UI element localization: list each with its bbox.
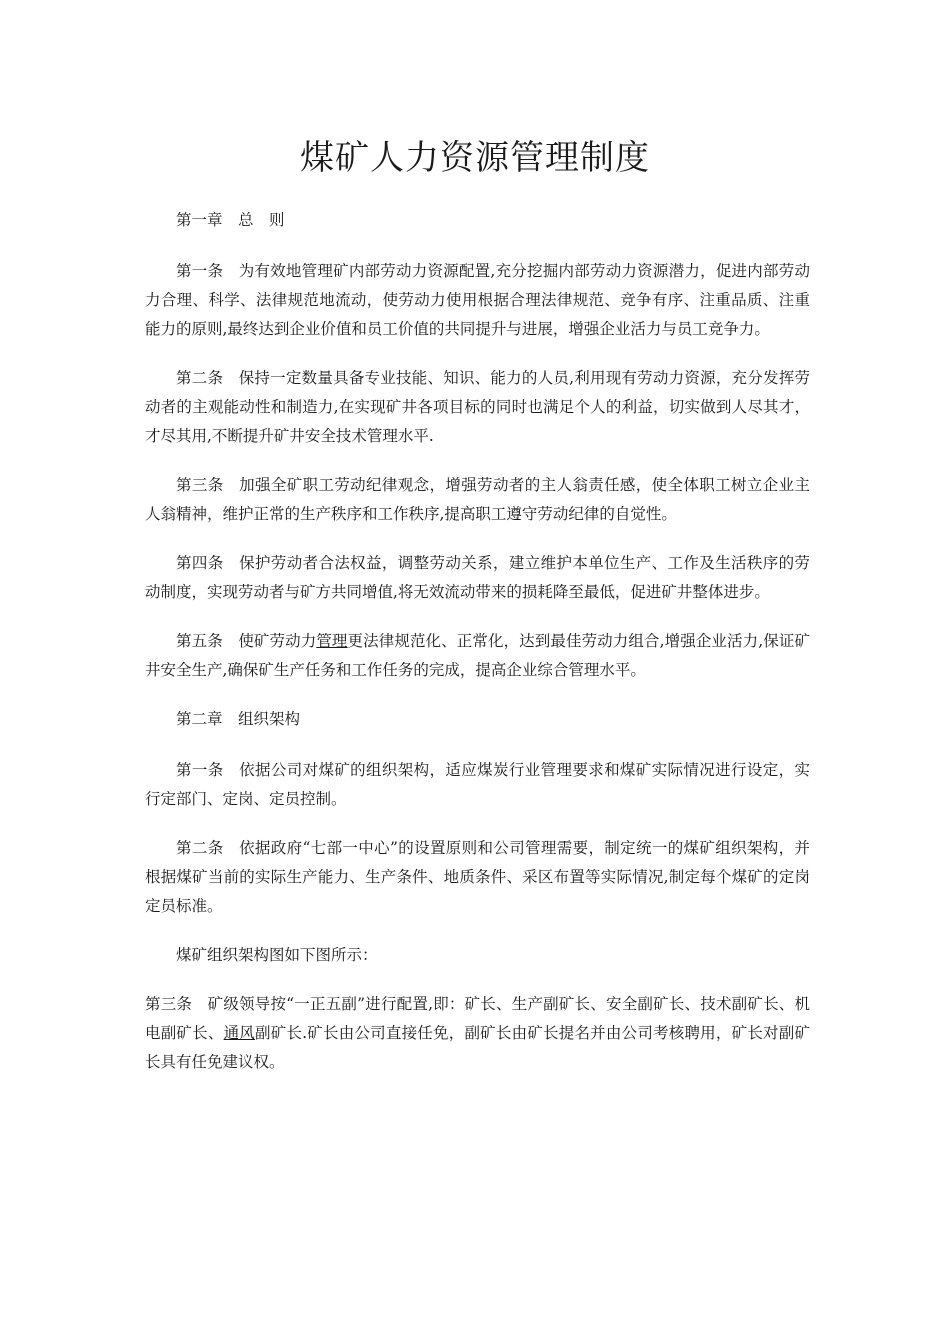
- article-label: 第三条: [145, 995, 193, 1013]
- chapter-1-heading: 第一章 总 则: [176, 211, 285, 229]
- article-text: 更法律规范化、正常化，达到最佳劳动力组合,增强企业活力,保证矿井安全生产,确保矿生产任务和工作任务的完成，提高企业综合管理水平。: [145, 632, 810, 679]
- article-label: 第五条: [176, 632, 223, 650]
- article-text: 为有效地管理矿内部劳动力资源配置,充分挖掘内部劳动力资源潜力，促进内部劳动力合理、科学、法律规范地流动，使劳动力使用根据合理法律规范、竞争有序、注重品质、注重能力的原则,最终达到企业价值和员工价值的共同提升与进展，增强企业活力与员工竞争力。: [145, 262, 810, 338]
- chapter-1-article-4: [145, 549, 810, 607]
- document-title: 煤矿人力资源管理制度: [300, 138, 650, 178]
- figure-caption: 煤矿组织架构图如下图所示：: [176, 946, 378, 964]
- article-label: 第一条: [176, 262, 224, 280]
- chapter-1-article-2: [145, 364, 810, 451]
- underlined-term: 通风: [223, 1024, 256, 1042]
- document-body: [145, 206, 810, 1097]
- chapter-2-heading: 第二章 组织架构: [176, 710, 301, 728]
- chapter-1-article-5: [145, 627, 810, 685]
- article-text: 依据政府“七部一中心”的设置原则和公司管理需要，制定统一的煤矿组织架构，并根据煤矿当前的实际生产能力、生产条件、地质条件、采区布置等实际情况,制定每个煤矿的定岗定员标准。: [145, 839, 810, 915]
- chapter-2-article-2: [145, 834, 810, 921]
- article-label: 第二条: [176, 369, 224, 387]
- article-label: 第一条: [176, 761, 224, 779]
- underlined-term: 管理: [316, 632, 348, 650]
- article-text: 保护劳动者合法权益，调整劳动关系，建立维护本单位生产、工作及生活秩序的劳动制度，实现劳动者与矿方共同增值,将无效流动带来的损耗降至最低，促进矿井整体进步。: [145, 554, 810, 601]
- article-label: 第三条: [176, 476, 224, 494]
- article-label: 第四条: [176, 554, 224, 572]
- chapter-2-article-1: [145, 756, 810, 814]
- chapter-1-article-3: [145, 471, 810, 529]
- article-text: 副矿长.矿长由公司直接任免，副矿长由矿长提名并由公司考核聘用，矿长对副矿长具有任免建议权。: [145, 1024, 810, 1071]
- chapter-1-article-1: [145, 257, 810, 344]
- article-text: 矿级领导按“一正五副”进行配置,即：矿长、生产副矿长、安全副矿长、技术副矿长、机电副矿长、: [145, 995, 810, 1042]
- article-text: 依据公司对煤矿的组织架构，适应煤炭行业管理要求和煤矿实际情况进行设定，实行定部门、定岗、定员控制。: [145, 761, 810, 808]
- article-text: 加强全矿职工劳动纪律观念，增强劳动者的主人翁责任感，使全体职工树立企业主人翁精神，维护正常的生产秩序和工作秩序,提高职工遵守劳动纪律的自觉性。: [145, 476, 810, 523]
- article-text: 保持一定数量具备专业技能、知识、能力的人员,利用现有劳动力资源，充分发挥劳动者的主观能动性和制造力,在实现矿井各项目标的同时也满足个人的利益，切实做到人尽其才，才尽其用,不断提升矿井安全技术管理水平.: [145, 369, 810, 445]
- chapter-2-article-3: [145, 990, 810, 1077]
- article-text: 使矿劳动力: [238, 632, 317, 650]
- article-label: 第二条: [176, 839, 224, 857]
